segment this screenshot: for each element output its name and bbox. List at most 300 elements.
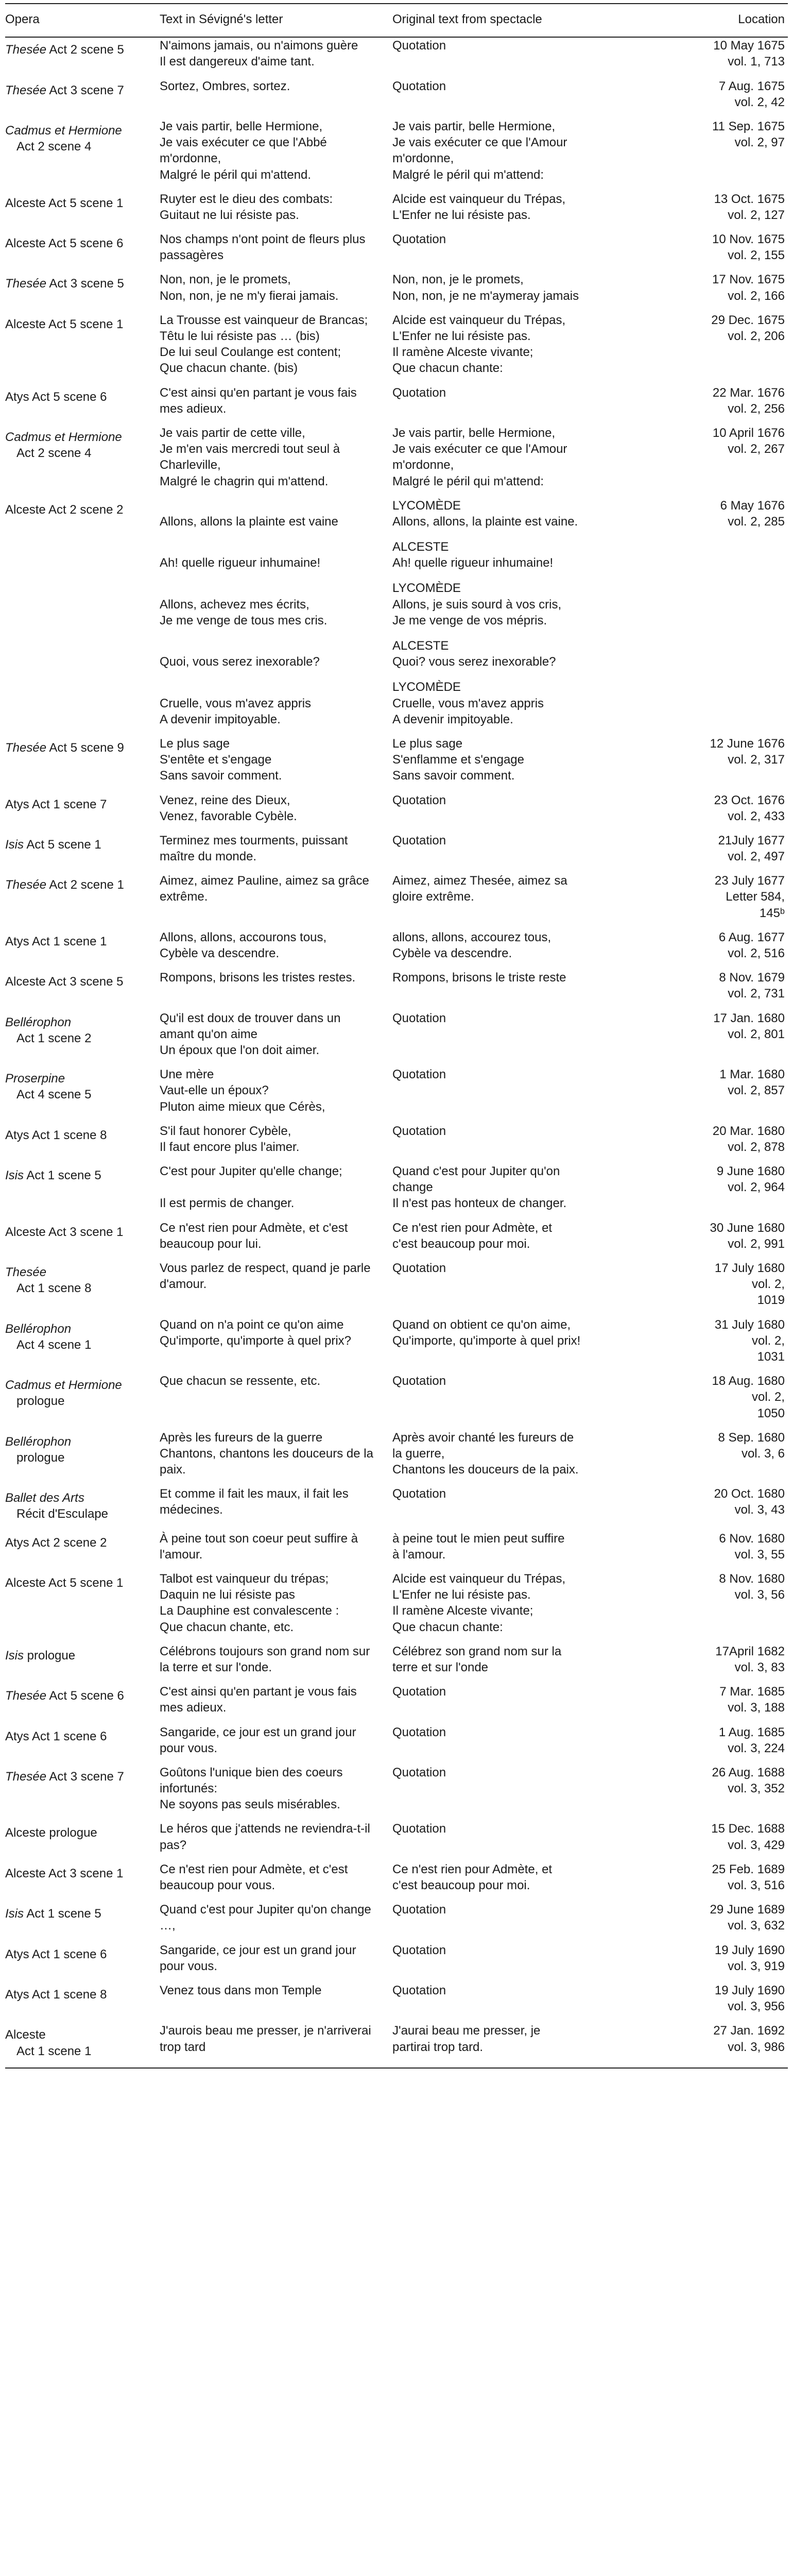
location-line: vol. 2, 497 bbox=[728, 850, 785, 864]
location bbox=[613, 736, 788, 792]
location-line: 15 Dec. 1688 bbox=[711, 1822, 785, 1836]
original-text bbox=[392, 1765, 613, 1821]
header-location: Location bbox=[613, 4, 788, 37]
opera-scene: Alceste Act 5 scene 1 bbox=[5, 1576, 124, 1590]
opera-work-title: Thesée bbox=[5, 43, 47, 57]
opera-cell bbox=[5, 272, 160, 312]
opera-quotations-table bbox=[5, 3, 788, 2081]
original-text-line: m'ordonne, bbox=[392, 458, 454, 472]
location bbox=[613, 1317, 788, 1374]
opera-scene: Act 1 scene 5 bbox=[24, 1168, 101, 1183]
opera-line bbox=[5, 1728, 160, 1744]
table-row bbox=[5, 1220, 788, 1260]
letter-text-line: À peine tout son coeur peut suffire à bbox=[160, 1531, 358, 1546]
location bbox=[613, 272, 788, 312]
table-row bbox=[5, 1531, 788, 1571]
table-row bbox=[5, 1486, 788, 1530]
letter-text bbox=[160, 272, 392, 312]
letter-text-line: paix. bbox=[160, 1463, 186, 1477]
letter-text bbox=[160, 312, 392, 385]
table-row bbox=[5, 1821, 788, 1861]
original-text-line: partirai trop tard. bbox=[392, 2040, 484, 2054]
letter-text-line: la terre et sur l'onde. bbox=[160, 1660, 272, 1674]
original-text-line: Je vais exécuter ce que l'Amour bbox=[392, 442, 567, 456]
original-text-line: Quand c'est pour Jupiter qu'on bbox=[392, 1164, 560, 1179]
letter-text bbox=[160, 833, 392, 873]
original-text-line: Non, non, je ne m'aymeray jamais bbox=[392, 289, 579, 303]
opera-line bbox=[5, 1535, 160, 1551]
letter-text-line: Daquin ne lui résiste pas bbox=[160, 1588, 295, 1602]
letter-text bbox=[160, 970, 392, 1010]
opera-cell bbox=[5, 1220, 160, 1260]
original-text-line: Je me venge de vos mépris. bbox=[392, 613, 547, 628]
original-text bbox=[392, 191, 613, 231]
opera-line bbox=[5, 1434, 160, 1450]
original-text bbox=[392, 1942, 613, 1982]
location bbox=[613, 1066, 788, 1123]
letter-text bbox=[160, 37, 392, 78]
letter-text bbox=[160, 929, 392, 970]
letter-text-line: La Dauphine est convalescente : bbox=[160, 1604, 339, 1618]
table-row bbox=[5, 78, 788, 118]
spacer bbox=[160, 530, 392, 539]
opera-scene: Atys Act 1 scene 7 bbox=[5, 797, 107, 811]
letter-text-line: Non, non, je ne m'y fierai jamais. bbox=[160, 289, 339, 303]
original-text-line: Quotation bbox=[392, 232, 446, 247]
letter-text-line: Quoi, vous serez inexorable? bbox=[160, 655, 320, 669]
original-text-line: Quotation bbox=[392, 385, 446, 400]
original-text-line: Alcide est vainqueur du Trépas, bbox=[392, 192, 566, 206]
original-text-line: J'aurai beau me presser, je bbox=[392, 2024, 541, 2038]
location-line: 10 May 1675 bbox=[713, 39, 785, 53]
letter-text-line: Cybèle va descendre. bbox=[160, 946, 280, 960]
opera-cell bbox=[5, 425, 160, 498]
location-line: 1019 bbox=[757, 1293, 785, 1308]
location-line: 1 Mar. 1680 bbox=[719, 1067, 785, 1082]
original-text-line: Malgré le péril qui m'attend: bbox=[392, 474, 544, 488]
opera-work-title: Isis bbox=[5, 837, 24, 852]
original-text bbox=[392, 1163, 613, 1220]
original-text bbox=[392, 736, 613, 792]
table-row bbox=[5, 1982, 788, 2023]
original-text bbox=[392, 970, 613, 1010]
letter-text-line: Qu'importe, qu'importe à quel prix? bbox=[160, 1333, 352, 1348]
letter-text-line: Le plus sage bbox=[160, 736, 230, 751]
table-row bbox=[5, 792, 788, 833]
letter-text-line: d'amour. bbox=[160, 1277, 207, 1292]
original-text bbox=[392, 792, 613, 833]
location-line: 13 Oct. 1675 bbox=[714, 192, 785, 206]
opera-line bbox=[5, 796, 160, 812]
original-text-line: Quotation bbox=[392, 1011, 446, 1025]
letter-text-line: Terminez mes tourments, puissant bbox=[160, 833, 348, 848]
original-text bbox=[392, 1373, 613, 1430]
location-line: 17 July 1680 bbox=[714, 1261, 785, 1275]
opera-scene: Récit d'Esculape bbox=[16, 1507, 109, 1521]
location-line: vol. 3, 56 bbox=[734, 1588, 785, 1602]
table-row bbox=[5, 1942, 788, 1982]
letter-text bbox=[160, 1163, 392, 1220]
letter-text-line: Goûtons l'unique bien des coeurs bbox=[160, 1765, 343, 1780]
opera-scene: Atys Act 1 scene 6 bbox=[5, 1947, 107, 1961]
spacer bbox=[392, 670, 613, 679]
opera-line bbox=[5, 1648, 160, 1664]
opera-scene: Alceste prologue bbox=[5, 1826, 97, 1840]
letter-text-line: Vous parlez de respect, quand je parle bbox=[160, 1261, 371, 1275]
letter-text bbox=[160, 792, 392, 833]
spacer bbox=[160, 629, 392, 638]
location bbox=[613, 1163, 788, 1220]
original-text-line: Quotation bbox=[392, 1067, 446, 1082]
letter-text bbox=[160, 1765, 392, 1821]
location-line: vol. 2, 97 bbox=[734, 135, 785, 150]
letter-text-line: De lui seul Coulange est content; bbox=[160, 345, 341, 360]
opera-line bbox=[5, 1127, 160, 1143]
letter-text bbox=[160, 1982, 392, 2023]
table-row bbox=[5, 118, 788, 191]
location bbox=[613, 833, 788, 873]
opera-line bbox=[5, 1224, 160, 1240]
location-line: 7 Aug. 1675 bbox=[718, 79, 785, 93]
letter-text-line: Non, non, je le promets, bbox=[160, 273, 291, 287]
opera-line bbox=[5, 276, 160, 292]
speaker-name: LYCOMÈDE bbox=[392, 581, 461, 596]
location-line: vol. 2, 42 bbox=[734, 95, 785, 109]
original-text-line: m'ordonne, bbox=[392, 151, 454, 166]
location-line: 21July 1677 bbox=[718, 833, 785, 848]
table-row bbox=[5, 1430, 788, 1486]
opera-cell bbox=[5, 312, 160, 385]
opera-line bbox=[5, 974, 160, 990]
spacer bbox=[392, 571, 613, 580]
original-text-line: Quotation bbox=[392, 1765, 446, 1780]
original-text-line: Quotation bbox=[392, 833, 446, 848]
location-line: vol. 3, 352 bbox=[728, 1782, 785, 1796]
location bbox=[613, 1220, 788, 1260]
letter-text-line: pas? bbox=[160, 1838, 187, 1852]
location bbox=[613, 1486, 788, 1530]
table-row bbox=[5, 1123, 788, 1163]
original-text-line: Célébrez son grand nom sur la bbox=[392, 1644, 562, 1658]
letter-text bbox=[160, 78, 392, 118]
letter-text-line: Ruyter est le dieu des combats: bbox=[160, 192, 333, 206]
opera-work-title: Isis bbox=[5, 1168, 24, 1183]
location-line: 6 Aug. 1677 bbox=[718, 930, 785, 944]
spacer bbox=[392, 629, 613, 638]
location bbox=[613, 1684, 788, 1724]
opera-scene: prologue bbox=[16, 1394, 65, 1409]
location-line: 19 July 1690 bbox=[714, 1943, 785, 1957]
original-text-line: Quotation bbox=[392, 793, 446, 807]
opera-line bbox=[5, 1087, 160, 1103]
location bbox=[613, 118, 788, 191]
original-text bbox=[392, 1010, 613, 1067]
original-text bbox=[392, 1982, 613, 2023]
letter-text bbox=[160, 498, 392, 736]
opera-scene: prologue bbox=[24, 1648, 76, 1663]
letter-text-line: Cruelle, vous m'avez appris bbox=[160, 696, 312, 710]
opera-line bbox=[5, 1688, 160, 1704]
letter-text-line: Rompons, brisons les tristes restes. bbox=[160, 971, 356, 985]
original-text-line: Ah! quelle rigueur inhumaine! bbox=[392, 556, 554, 570]
location-line: vol. 2, 317 bbox=[728, 753, 785, 767]
letter-text bbox=[160, 1821, 392, 1861]
letter-text-line: Venez, reine des Dieux, bbox=[160, 793, 290, 807]
original-text bbox=[392, 1486, 613, 1530]
location-line: vol. 2, 964 bbox=[728, 1180, 785, 1195]
table-row bbox=[5, 1010, 788, 1067]
opera-cell bbox=[5, 1982, 160, 2023]
opera-cell bbox=[5, 1684, 160, 1724]
opera-cell bbox=[5, 1531, 160, 1571]
original-text bbox=[392, 1684, 613, 1724]
opera-scene: Act 4 scene 5 bbox=[16, 1088, 92, 1102]
letter-text-line: Ah! quelle rigueur inhumaine! bbox=[160, 556, 321, 570]
letter-text-line: Allons, achevez mes écrits, bbox=[160, 597, 309, 612]
location-line: 7 Mar. 1685 bbox=[719, 1685, 785, 1699]
spacer bbox=[160, 670, 392, 679]
opera-line bbox=[5, 235, 160, 251]
letter-text-line: Il est permis de changer. bbox=[160, 1196, 295, 1211]
original-text-line: Je vais partir, belle Hermione, bbox=[392, 426, 556, 440]
table-row bbox=[5, 312, 788, 385]
opera-cell bbox=[5, 929, 160, 970]
letter-text bbox=[160, 1684, 392, 1724]
original-text bbox=[392, 385, 613, 425]
original-text bbox=[392, 1861, 613, 1902]
table-row-dialogue bbox=[5, 498, 788, 736]
letter-text-line: C'est ainsi qu'en partant je vous fais bbox=[160, 1685, 357, 1699]
original-text bbox=[392, 1643, 613, 1684]
letter-text-line: Que chacun chante. (bis) bbox=[160, 361, 298, 376]
location-line: vol. 2, 433 bbox=[728, 809, 785, 823]
opera-scene: Atys Act 1 scene 8 bbox=[5, 1128, 107, 1142]
opera-line bbox=[5, 1490, 160, 1506]
location-line: 30 June 1680 bbox=[710, 1221, 785, 1235]
table-body bbox=[5, 37, 788, 2068]
location-line: vol. 2, 206 bbox=[728, 329, 785, 343]
opera-line bbox=[5, 877, 160, 893]
location-line: 17 Nov. 1675 bbox=[712, 273, 785, 287]
location-line: 29 June 1689 bbox=[710, 1903, 785, 1917]
speaker-name: ALCESTE bbox=[392, 639, 449, 653]
table-row bbox=[5, 37, 788, 78]
letter-text bbox=[160, 1066, 392, 1123]
opera-line bbox=[5, 1450, 160, 1466]
original-text-line: Quotation bbox=[392, 1487, 446, 1501]
original-text-line: terre et sur l'onde bbox=[392, 1660, 489, 1674]
opera-scene: Act 1 scene 1 bbox=[16, 2044, 92, 2058]
location-line: 11 Sep. 1675 bbox=[712, 119, 785, 133]
location-line: vol. 2, 155 bbox=[728, 248, 785, 263]
original-text bbox=[392, 312, 613, 385]
original-text-line: la guerre, bbox=[392, 1446, 445, 1461]
opera-scene: Act 2 scene 4 bbox=[16, 140, 92, 154]
original-text-line: Après avoir chanté les fureurs de bbox=[392, 1430, 574, 1445]
opera-scene: Alceste Act 5 scene 1 bbox=[5, 317, 124, 331]
opera-cell bbox=[5, 1066, 160, 1123]
location-line: 20 Oct. 1680 bbox=[714, 1487, 785, 1501]
letter-text-line: Sangaride, ce jour est un grand jour bbox=[160, 1725, 356, 1739]
spacer bbox=[160, 571, 392, 580]
letter-text bbox=[160, 2023, 392, 2067]
location bbox=[613, 970, 788, 1010]
header-letter-text: Text in Sévigné's letter bbox=[160, 4, 392, 37]
opera-line bbox=[5, 42, 160, 58]
table-row bbox=[5, 1684, 788, 1724]
letter-text-line: maître du monde. bbox=[160, 850, 257, 864]
letter-text-line: Venez, favorable Cybèle. bbox=[160, 809, 297, 823]
location-line: vol. 2, 285 bbox=[728, 514, 785, 529]
letter-text-line: Sangaride, ce jour est un grand jour bbox=[160, 1943, 356, 1957]
letter-text-line: Malgré le péril qui m'attend. bbox=[160, 167, 312, 182]
letter-text-line: Célébrons toujours son grand nom sur bbox=[160, 1644, 370, 1658]
table-bottom-rule bbox=[5, 2068, 788, 2081]
original-text-line: L'Enfer ne lui résiste pas. bbox=[392, 1588, 531, 1602]
opera-scene: Act 1 scene 2 bbox=[16, 1031, 92, 1045]
location bbox=[613, 1123, 788, 1163]
letter-text-line: Ce n'est rien pour Admète, et c'est bbox=[160, 1221, 348, 1235]
original-text-line: Quotation bbox=[392, 1983, 446, 1997]
opera-cell bbox=[5, 1765, 160, 1821]
opera-scene: Act 4 scene 1 bbox=[16, 1337, 92, 1352]
opera-line bbox=[5, 1321, 160, 1337]
table-row bbox=[5, 231, 788, 272]
opera-cell bbox=[5, 1902, 160, 1942]
opera-line bbox=[5, 1071, 160, 1087]
opera-scene: Alceste bbox=[5, 2028, 46, 2042]
opera-work-title: Bellérophon bbox=[5, 1321, 72, 1336]
letter-text-line: mes adieux. bbox=[160, 401, 227, 416]
letter-text-line: extrême. bbox=[160, 890, 208, 904]
opera-cell bbox=[5, 1571, 160, 1643]
opera-scene: Alceste Act 5 scene 6 bbox=[5, 236, 124, 251]
opera-scene: Act 3 scene 7 bbox=[46, 83, 124, 97]
speaker-name: ALCESTE bbox=[392, 540, 449, 554]
table-row bbox=[5, 272, 788, 312]
letter-text-line: Charleville, bbox=[160, 458, 221, 472]
opera-line bbox=[5, 195, 160, 211]
location-line: 31 July 1680 bbox=[714, 1317, 785, 1332]
opera-scene: Act 1 scene 8 bbox=[16, 1281, 92, 1296]
opera-line bbox=[5, 1167, 160, 1183]
original-text-line: à l'amour. bbox=[392, 1547, 446, 1562]
letter-text-line: amant qu'on aime bbox=[160, 1027, 258, 1041]
letter-text-line: pour vous. bbox=[160, 1741, 218, 1755]
letter-text bbox=[160, 425, 392, 498]
location-line: vol. 3, 632 bbox=[728, 1919, 785, 1933]
opera-cell bbox=[5, 1373, 160, 1430]
letter-text-line: mes adieux. bbox=[160, 1701, 227, 1715]
opera-line bbox=[5, 82, 160, 98]
opera-work-title: Thesée bbox=[5, 1769, 47, 1784]
opera-scene: Alceste Act 2 scene 2 bbox=[5, 502, 124, 517]
original-text-line: Je vais partir, belle Hermione, bbox=[392, 119, 556, 133]
table-row bbox=[5, 736, 788, 792]
location bbox=[613, 231, 788, 272]
letter-text-line: Ne soyons pas seuls misérables. bbox=[160, 1798, 340, 1812]
letter-text bbox=[160, 1724, 392, 1765]
spacer bbox=[392, 530, 613, 539]
opera-work-title: Isis bbox=[5, 1907, 24, 1921]
opera-line bbox=[5, 389, 160, 405]
opera-scene: Atys Act 5 scene 6 bbox=[5, 389, 107, 404]
letter-text bbox=[160, 385, 392, 425]
table-row bbox=[5, 1260, 788, 1317]
opera-line bbox=[5, 1987, 160, 2003]
letter-text-line: C'est pour Jupiter qu'elle change; bbox=[160, 1164, 342, 1179]
opera-line bbox=[5, 2043, 160, 2059]
location-line: vol. 3, 956 bbox=[728, 1999, 785, 2014]
opera-line bbox=[5, 429, 160, 445]
opera-line bbox=[5, 934, 160, 950]
location bbox=[613, 425, 788, 498]
table-row bbox=[5, 1643, 788, 1684]
location bbox=[613, 1821, 788, 1861]
letter-text bbox=[160, 231, 392, 272]
opera-cell bbox=[5, 1821, 160, 1861]
opera-line bbox=[5, 1264, 160, 1280]
table-row bbox=[5, 1861, 788, 1902]
original-text bbox=[392, 118, 613, 191]
original-text-line: Il n'est pas honteux de changer. bbox=[392, 1196, 567, 1211]
original-text-line: change bbox=[392, 1180, 433, 1195]
table-row bbox=[5, 425, 788, 498]
opera-scene: Act 2 scene 4 bbox=[16, 446, 92, 461]
table-row bbox=[5, 1317, 788, 1374]
opera-scene: Act 3 scene 7 bbox=[46, 1769, 124, 1784]
opera-cell bbox=[5, 191, 160, 231]
letter-text-line bbox=[160, 1179, 392, 1195]
letter-text-line: Un époux que l'on doit aimer. bbox=[160, 1043, 320, 1057]
opera-work-title: Thesée bbox=[5, 1265, 47, 1279]
letter-text-line: Et comme il fait les maux, il fait les bbox=[160, 1487, 349, 1501]
location-line: vol. 3, 83 bbox=[734, 1660, 785, 1674]
original-text bbox=[392, 1317, 613, 1374]
original-text-line: Quand on obtient ce qu'on aime, bbox=[392, 1317, 571, 1332]
opera-line bbox=[5, 1014, 160, 1030]
original-text bbox=[392, 1821, 613, 1861]
location-line: vol. 3, 516 bbox=[728, 1878, 785, 1892]
letter-text bbox=[160, 1010, 392, 1067]
opera-line bbox=[5, 1393, 160, 1409]
location bbox=[613, 191, 788, 231]
letter-text-line: Quand c'est pour Jupiter qu'on change bbox=[160, 1903, 371, 1917]
location-line: 10 April 1676 bbox=[712, 426, 785, 440]
letter-text-line: Je vais partir, belle Hermione, bbox=[160, 119, 323, 133]
original-text bbox=[392, 1220, 613, 1260]
original-text-line: Quotation bbox=[392, 39, 446, 53]
letter-text bbox=[160, 1571, 392, 1643]
opera-cell bbox=[5, 118, 160, 191]
opera-line bbox=[5, 1377, 160, 1393]
original-text-line: Quotation bbox=[392, 79, 446, 93]
letter-text-line: beaucoup pour vous. bbox=[160, 1878, 275, 1892]
location bbox=[613, 1010, 788, 1067]
opera-work-title: Thesée bbox=[5, 1689, 47, 1703]
opera-line bbox=[5, 445, 160, 461]
opera-line bbox=[5, 1506, 160, 1522]
opera-cell bbox=[5, 78, 160, 118]
speaker-spacer bbox=[160, 638, 392, 654]
letter-text-line: Je vais exécuter ce que l'Abbé bbox=[160, 135, 327, 150]
location-line: 23 Oct. 1676 bbox=[714, 793, 785, 807]
opera-work-title: Cadmus et Hermione bbox=[5, 123, 122, 138]
location-line: 20 Mar. 1680 bbox=[712, 1124, 785, 1138]
location bbox=[613, 37, 788, 78]
opera-cell bbox=[5, 385, 160, 425]
letter-text-line: Il est dangereux d'aime tant. bbox=[160, 55, 315, 69]
